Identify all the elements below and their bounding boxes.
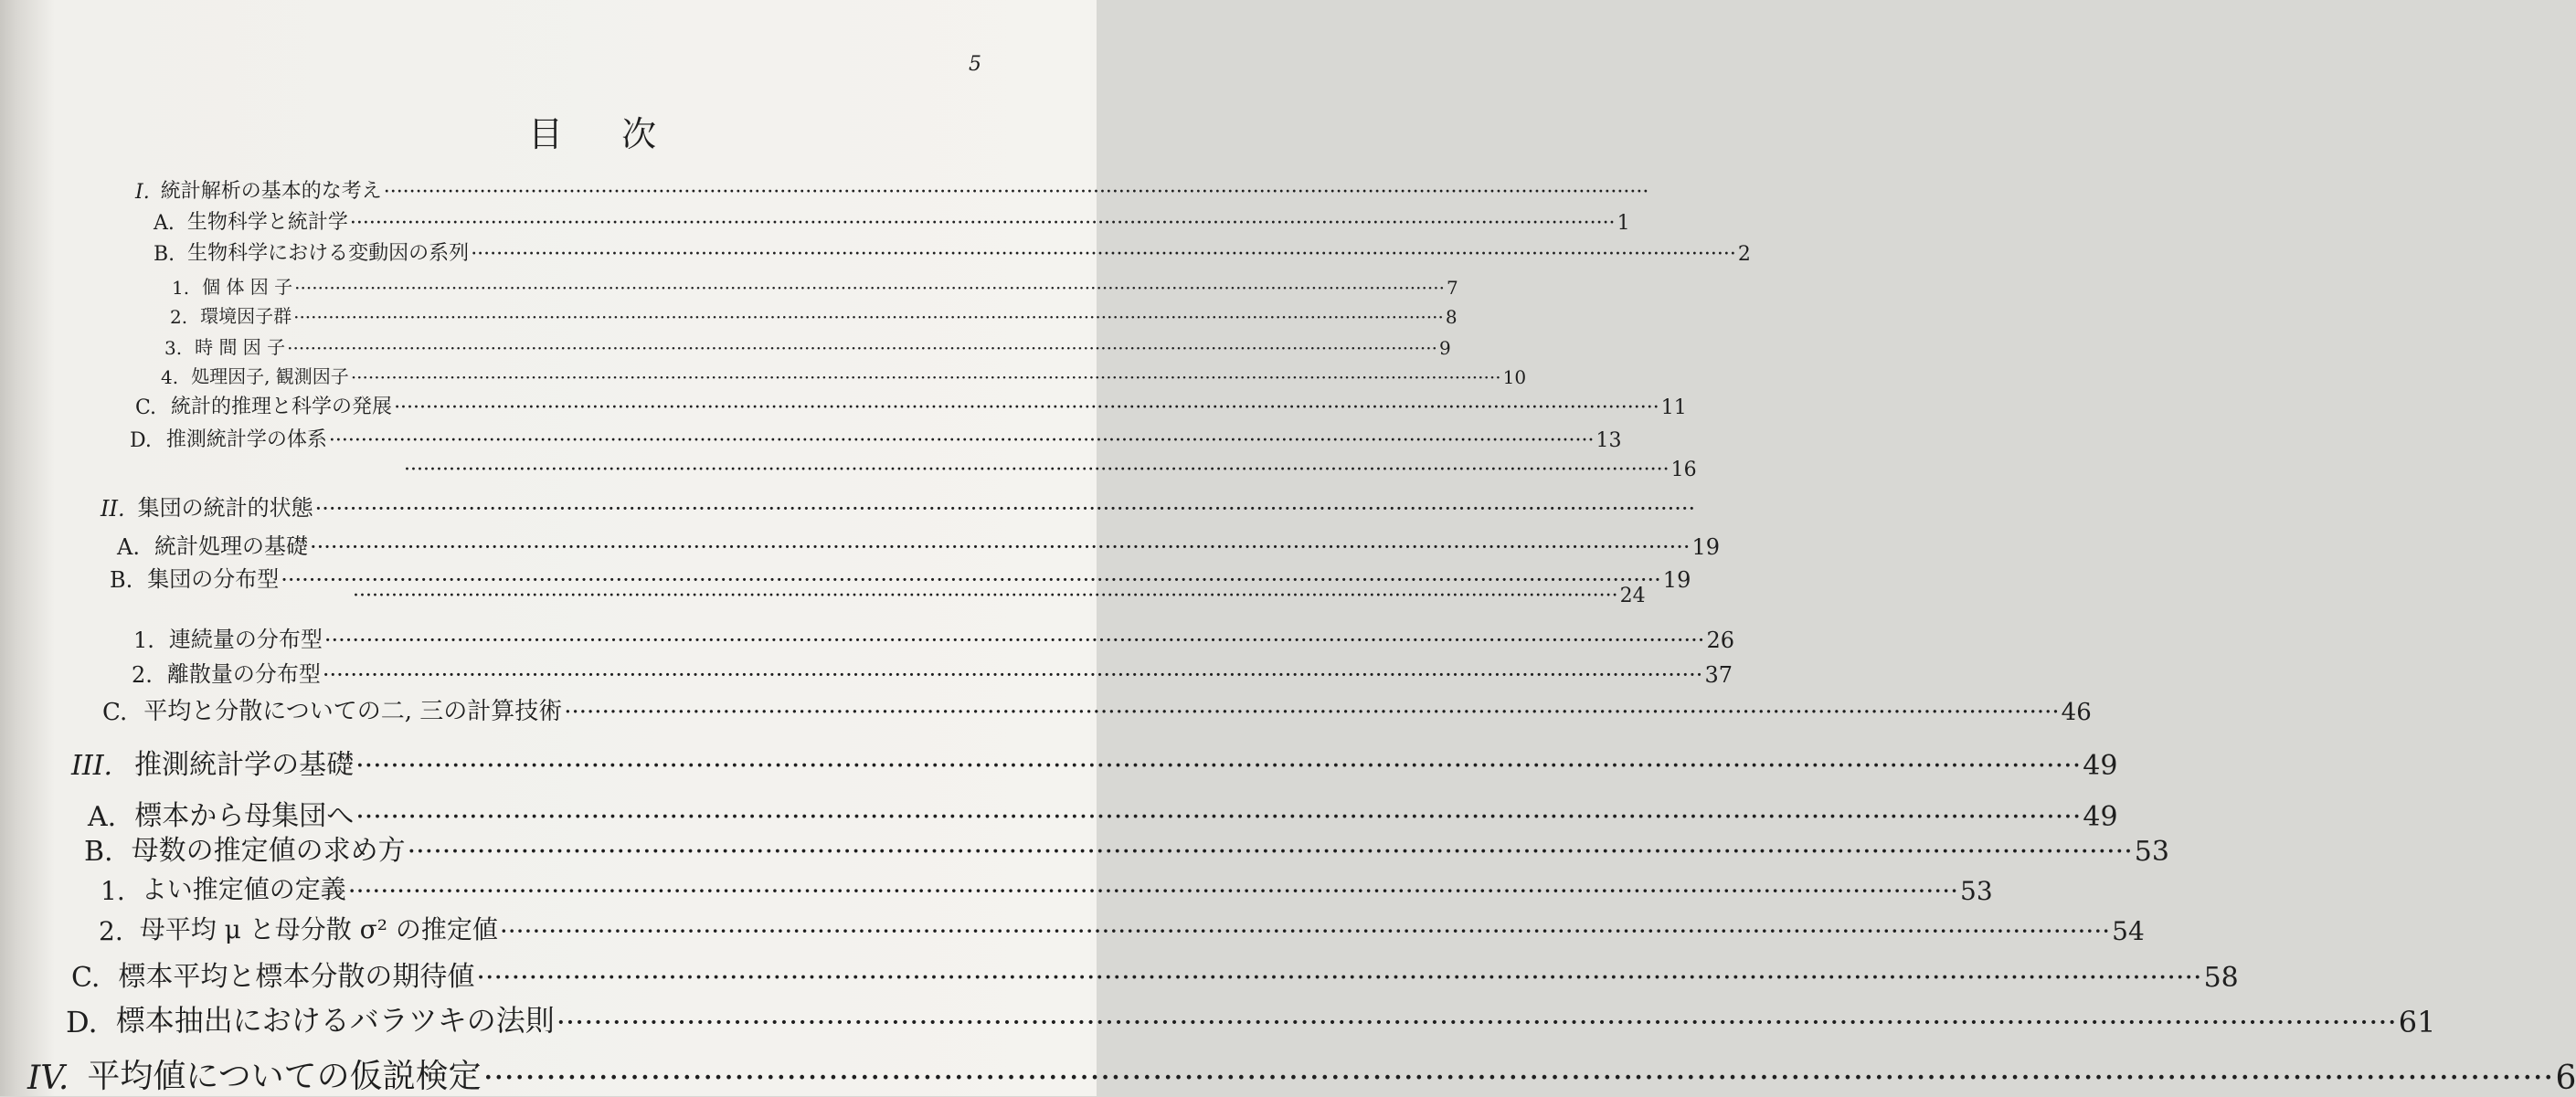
dot-leader [310,534,1691,560]
toc-entry-title: 統計解析の基本的な考え [160,180,382,203]
toc-entry-page: 49 [2083,750,2118,782]
toc-entry-page: 6 [2555,1060,2576,1097]
toc-entry-title: 平均と分散についての二, 三の計算技術 [143,698,563,725]
dot-leader [350,212,1616,235]
toc-entry-marker: A. [154,212,175,235]
toc-entry-page: 7 [1446,277,1458,299]
toc-entry-marker: 1. [101,876,125,906]
toc-entry-page: 9 [1438,337,1451,359]
toc-entry-title: 処理因子, 観測因子 [191,365,349,387]
toc-entry-title: 推測統計学の基礎 [134,749,355,781]
toc-entry [101,870,1993,906]
toc-entry-title: 標本平均と標本分散の期待値 [118,961,475,993]
toc-entry [133,621,1734,653]
toc-entry-title: 平均値についての仮説検定 [87,1058,482,1095]
dot-leader [404,459,1670,481]
toc-entry [102,692,2092,726]
toc-entry-marker: B. [110,567,133,593]
dot-leader [293,306,1444,328]
toc-entry-marker: 1. [172,277,190,299]
toc-entry [71,954,2239,994]
toc-entry-marker: 3. [164,337,183,359]
toc-entry-page: 54 [2112,916,2145,946]
toc-entry-page: 26 [1706,628,1734,653]
toc-entry-marker: III. [71,750,113,782]
dot-leader [476,962,2201,994]
toc-entry-title: 生物科学における変動因の系列 [187,242,470,265]
dot-leader [394,396,1659,419]
toc-entry-title: 連続量の分布型 [168,627,323,652]
toc-entry-marker: A. [88,801,117,833]
toc-entry-title: 標本から母集団へ [134,800,355,832]
toc-entry-title: 母数の推定値の求め方 [131,835,406,867]
toc-entry-marker: C. [71,962,101,994]
toc-entry-title: 推測統計学の体系 [165,428,327,451]
toc-entry-marker: A. [117,534,140,560]
toc-entry-marker: I. [135,181,150,204]
toc-entry-page: 37 [1704,662,1733,688]
toc-entry [154,237,1751,266]
toc-entry-marker: D. [130,429,152,452]
toc-entry-title: 生物科学と統計学 [186,211,348,234]
toc-entry [154,206,1630,235]
toc-entry-marker: B. [84,836,113,868]
toc-entry-page: 8 [1445,306,1458,328]
dot-leader [329,429,1595,452]
toc-entry [99,910,2145,946]
toc-entry-page: 49 [2083,801,2118,833]
dot-leader [324,628,1705,653]
toc-entry-page: 10 [1502,366,1527,388]
toc-entry [101,490,1053,522]
toc-entry [170,301,1458,328]
dot-leader [564,699,2059,726]
toc-entry-marker: 2. [132,662,153,688]
dot-leader [353,585,1618,607]
toc-entry-page: 19 [1691,534,1721,560]
toc-entry-title: 離散量の分布型 [166,661,321,687]
toc-entry-marker: B. [154,243,175,266]
toc-entry-marker: 1. [133,628,154,653]
dot-leader [351,366,1501,388]
toc-entry-marker: II. [101,496,125,522]
toc-entry-marker: 2. [170,306,188,328]
toc-entry [84,828,2169,868]
toc-entry-page: 24 [1619,585,1646,607]
dot-leader [557,1005,2397,1039]
toc-entry-marker: IV. [27,1060,69,1097]
dot-leader [384,181,1649,204]
toc-entry [71,742,2118,782]
toc-entry [130,424,1622,452]
toc-entry [172,272,1458,299]
toc-entry-page: 1 [1617,212,1630,235]
toc-entry [351,585,1646,607]
toc-entry-page: 13 [1595,429,1622,452]
dot-leader [483,1060,2554,1097]
toc-entry [161,362,1527,388]
dot-leader [355,750,2081,782]
toc-entry [27,1050,2576,1097]
toc-entry-title: 個 体 因 子 [202,276,293,298]
toc-entry-title: よい推定値の定義 [141,874,346,904]
dot-leader [287,337,1437,359]
toc-entry-page: 11 [1660,396,1687,419]
toc-entry-marker: 4. [161,366,179,388]
toc-entry-marker: C. [135,396,157,419]
dot-leader [323,662,1703,688]
page-number: 5 [969,53,981,76]
toc-entry-title: 統計処理の基礎 [154,533,308,559]
toc-entry-marker: 2. [99,916,123,946]
toc-entry-title: 統計的推理と科学の発展 [171,396,393,418]
toc-title: 目 次 [528,114,681,154]
dot-leader [348,876,1958,906]
toc-entry-page: 53 [1960,876,1993,906]
toc-entry-title: 標本抽出におけるバラツキの法則 [115,1003,555,1038]
toc-entry [66,997,2436,1039]
toc-entry-page: 46 [2061,699,2092,726]
toc-entry [132,656,1733,688]
toc-entry-title: 集団の統計的状態 [137,495,313,521]
toc-entry-page: 53 [2134,836,2169,868]
dot-leader [315,496,1696,522]
toc-entry [135,175,1023,204]
dot-leader [408,836,2133,868]
toc-entry-title: 環境因子群 [200,305,292,327]
dot-leader [471,243,1736,266]
toc-entry-marker: C. [102,699,128,726]
toc-entry-page: 2 [1737,243,1751,266]
toc-entry-marker: D. [66,1005,98,1039]
toc-entry-page: 19 [1662,567,1691,593]
dot-leader [294,277,1445,299]
toc-entry-title: 時 間 因 子 [195,336,286,358]
toc-entry [135,391,1687,419]
toc-entry [164,332,1451,359]
dot-leader [500,916,2110,946]
toc-entry-page: 61 [2398,1005,2436,1039]
toc-entry [117,528,1721,560]
toc-entry-title: 母平均 μ と母分散 σ² の推定値 [139,914,498,944]
toc-entry [402,459,1697,481]
toc-entry-page: 58 [2203,962,2239,994]
toc-entry-title: 集団の分布型 [147,566,280,592]
toc-entry-page: 16 [1670,459,1697,481]
